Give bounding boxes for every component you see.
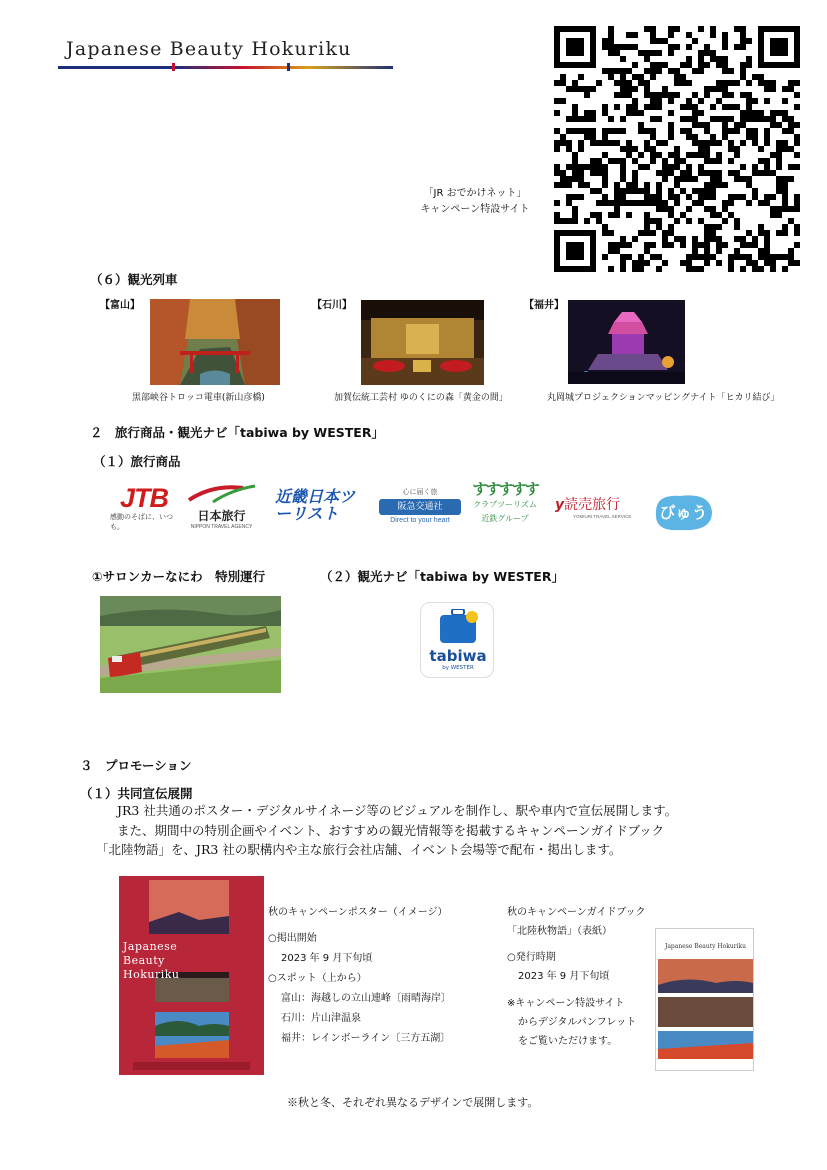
brand-underline <box>58 66 393 69</box>
club-tourism-logo: すすすすす クラブツーリズム 近鉄グループ <box>472 480 538 523</box>
salon-car-title: ①サロンカーなにわ 特別運行 <box>92 569 266 584</box>
guidebook-cover: Japanese Beauty Hokuriku <box>655 928 754 1071</box>
guidebook-description: 秋のキャンペーンガイドブック 「北陸秋物語」（表紙） ○発行時期 2023 年 9 月下旬頃 ※キャンペーン特設サイト からデジタルパンフレット をご覧いただけます。 <box>507 907 646 1047</box>
tabiwa-app-icon[interactable]: tabiwa by WESTER <box>420 602 494 678</box>
qr-caption: 「JR おでかけネット」 キャンペーン特設サイト <box>420 188 530 215</box>
kinki-nippon-tourist-logo: 近畿日本ツーリスト <box>275 487 356 523</box>
poster-description: 秋のキャンペーンポスター（イメージ） ○掲出開始 2023 年 9 月下旬頃 ○スポット（上から） 富山：海越しの立山連峰〔雨晴海岸〕 石川：片山津温泉 福井：レインボーライン〔三方五湖〕 <box>268 907 451 1044</box>
brand-accent <box>287 63 290 71</box>
campaign-poster: Japanese Beauty Hokuriku <box>119 876 264 1075</box>
section-6-title: （６）観光列車 <box>90 272 178 287</box>
footnote: ※秋と冬、それぞれ異なるデザインで展開します。 <box>287 1096 539 1109</box>
golden-room-photo <box>361 300 484 385</box>
region-tag-toyama: 【富山】 <box>100 300 140 311</box>
joint-promotion-title: （１）共同宣伝展開 <box>80 786 193 801</box>
promo-paragraph-1: JR3 社共通のポスター・デジタルサイネージ等のビジュアルを制作し、駅や車内で宣伝展開します。 <box>117 803 678 818</box>
jtb-logo: JTB 感動のそばに、いつも。 <box>110 483 173 531</box>
nippon-travel-logo: 日本旅行 NIPPON TRAVEL AGENCY <box>183 482 260 528</box>
brand-accent <box>172 63 175 71</box>
caption-fukui: 丸岡城プロジェクションマッピングナイト「ヒカリ結び」 <box>547 393 780 403</box>
brand-title: Japanese Beauty Hokuriku <box>66 38 352 60</box>
caption-toyama: 黒部峡谷トロッコ電車(新山彦橋) <box>132 393 265 403</box>
caption-ishikawa: 加賀伝統工芸村 ゆのくにの森「黄金の間」 <box>334 393 508 403</box>
yomiuri-travel-logo: y読売旅行 YOMIURI TRAVEL SERVICE <box>555 497 632 519</box>
travel-products-title: （１）旅行商品 <box>93 454 181 469</box>
region-tag-fukui: 【福井】 <box>524 300 564 311</box>
kurobe-gorge-photo <box>150 299 280 385</box>
region-tag-ishikawa: 【石川】 <box>312 300 352 311</box>
section-2-title: ２ 旅行商品・観光ナビ「tabiwa by WESTER」 <box>90 425 384 440</box>
suitcase-icon <box>438 609 478 645</box>
byu-logo: びゅう <box>650 490 717 534</box>
qr-code[interactable] <box>554 26 800 272</box>
maruoka-castle-photo <box>568 300 685 384</box>
section-3-title: ３ プロモーション <box>80 758 192 773</box>
salon-car-naniwa-photo <box>100 596 281 693</box>
tabiwa-title: （２）観光ナビ「tabiwa by WESTER」 <box>320 569 564 584</box>
hankyu-travel-logo: 心に届く旅 阪急交通社 Direct to your heart <box>376 487 464 527</box>
promo-paragraph-2: また、期間中の特別企画やイベント、おすすめの観光情報等を掲載するキャンペーンガイドブック <box>117 823 665 838</box>
promo-paragraph-3: 「北陸物語」を、JR3 社の駅構内や主な旅行会社店舗、イベント会場等で配布・掲出します。 <box>96 842 622 857</box>
